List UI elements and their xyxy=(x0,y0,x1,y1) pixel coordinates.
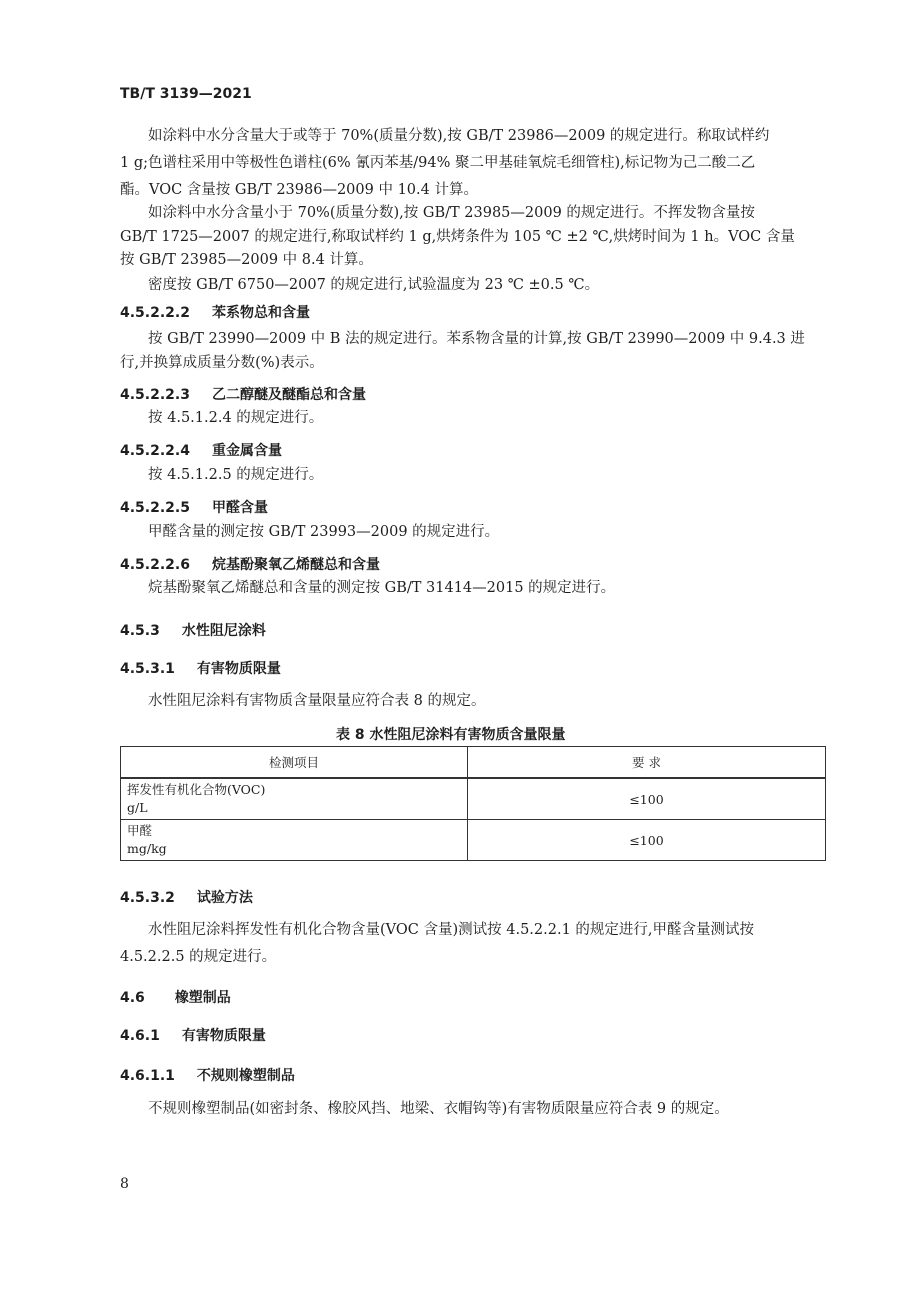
section-title: 不规则橡塑制品 xyxy=(196,1068,295,1084)
section-title: 重金属含量 xyxy=(211,443,282,459)
table-header-row xyxy=(121,747,826,779)
section-number: 4.5.2.2.3 xyxy=(120,387,190,403)
section-heading xyxy=(120,987,231,1007)
section-heading xyxy=(120,302,310,322)
section-number: 4.6.1.1 xyxy=(120,1068,175,1084)
table-row xyxy=(121,820,826,861)
paragraph-line: 行,并换算成质量分数(%)表示。 xyxy=(120,355,324,371)
section-number: 4.5.2.2.5 xyxy=(120,500,190,516)
paragraph-line: GB/T 1725—2007 的规定进行,称取试样约 1 g,烘烤条件为 105 ℃ ±2 ℃,烘烤时间为 1 h。VOC 含量 xyxy=(120,229,795,245)
section-number: 4.6 xyxy=(120,990,145,1006)
section-heading xyxy=(120,497,268,517)
table-caption: 表 8 水性阻尼涂料有害物质含量限量 xyxy=(336,727,566,743)
table-cell-item xyxy=(121,820,468,861)
table-cell-requirement: ≤100 xyxy=(468,820,826,861)
section-title: 水性阻尼涂料 xyxy=(181,623,266,639)
paragraph-line: 密度按 GB/T 6750—2007 的规定进行,试验温度为 23 ℃ ±0.5 ℃。 xyxy=(148,277,600,293)
section-number: 4.5.3.2 xyxy=(120,890,175,906)
paragraph-line: 如涂料中水分含量大于或等于 70%(质量分数),按 GB/T 23986—2009 的规定进行。称取试样约 xyxy=(148,128,770,144)
paragraph-line: 按 4.5.1.2.4 的规定进行。 xyxy=(148,410,324,426)
section-heading xyxy=(120,554,380,574)
paragraph-line: 按 GB/T 23990—2009 中 B 法的规定进行。苯系物含量的计算,按 GB/T 23990—2009 中 9.4.3 进 xyxy=(148,331,805,347)
section-title: 橡塑制品 xyxy=(174,990,231,1006)
item-name: 甲醛 xyxy=(127,823,153,838)
section-number: 4.5.2.2.2 xyxy=(120,305,190,321)
paragraph-line: 烷基酚聚氧乙烯醚总和含量的测定按 GB/T 31414—2015 的规定进行。 xyxy=(148,580,616,596)
standard-header: TB/T 3139—2021 xyxy=(120,86,252,102)
section-heading xyxy=(120,1065,295,1085)
paragraph-line: 如涂料中水分含量小于 70%(质量分数),按 GB/T 23985—2009 的规定进行。不挥发物含量按 xyxy=(148,205,755,221)
section-title: 有害物质限量 xyxy=(196,661,281,677)
section-number: 4.5.2.2.4 xyxy=(120,443,190,459)
section-heading xyxy=(120,440,282,460)
section-title: 乙二醇醚及醚酯总和含量 xyxy=(211,387,366,403)
table-8 xyxy=(120,746,826,861)
paragraph-line: 水性阻尼涂料挥发性有机化合物含量(VOC 含量)测试按 4.5.2.2.1 的规定进行,甲醛含量测试按 xyxy=(148,922,755,938)
section-title: 甲醛含量 xyxy=(211,500,268,516)
paragraph-line: 水性阻尼涂料有害物质含量限量应符合表 8 的规定。 xyxy=(148,693,486,709)
section-number: 4.5.3 xyxy=(120,623,160,639)
paragraph-line: 甲醛含量的测定按 GB/T 23993—2009 的规定进行。 xyxy=(148,524,500,540)
section-heading xyxy=(120,1025,266,1045)
section-title: 苯系物总和含量 xyxy=(211,305,310,321)
section-number: 4.6.1 xyxy=(120,1028,160,1044)
item-unit: g/L xyxy=(127,800,148,815)
paragraph-line: 按 4.5.1.2.5 的规定进行。 xyxy=(148,467,324,483)
section-heading xyxy=(120,620,266,640)
section-title: 试验方法 xyxy=(196,890,253,906)
item-unit: mg/kg xyxy=(127,841,167,856)
table-row xyxy=(121,778,826,820)
section-heading xyxy=(120,384,366,404)
item-name: 挥发性有机化合物(VOC) xyxy=(127,782,266,797)
paragraph-line: 1 g;色谱柱采用中等极性色谱柱(6% 氰丙苯基/94% 聚二甲基硅氧烷毛细管柱),标记物为己二酸二乙 xyxy=(120,155,756,171)
section-title: 有害物质限量 xyxy=(181,1028,266,1044)
section-heading xyxy=(120,658,281,678)
column-header: 要 求 xyxy=(468,747,826,779)
section-number: 4.5.2.2.6 xyxy=(120,557,190,573)
section-title: 烷基酚聚氧乙烯醚总和含量 xyxy=(211,557,380,573)
column-header: 检测项目 xyxy=(121,747,468,779)
section-heading xyxy=(120,887,253,907)
page-number: 8 xyxy=(120,1176,129,1192)
paragraph-line: 按 GB/T 23985—2009 中 8.4 计算。 xyxy=(120,252,373,268)
paragraph-line: 4.5.2.2.5 的规定进行。 xyxy=(120,949,277,965)
paragraph-line: 不规则橡塑制品(如密封条、橡胶风挡、地梁、衣帽钩等)有害物质限量应符合表 9 的规定。 xyxy=(148,1101,729,1117)
paragraph-line: 酯。VOC 含量按 GB/T 23986—2009 中 10.4 计算。 xyxy=(120,182,478,198)
table-cell-requirement: ≤100 xyxy=(468,778,826,820)
table-cell-item xyxy=(121,778,468,820)
section-number: 4.5.3.1 xyxy=(120,661,175,677)
